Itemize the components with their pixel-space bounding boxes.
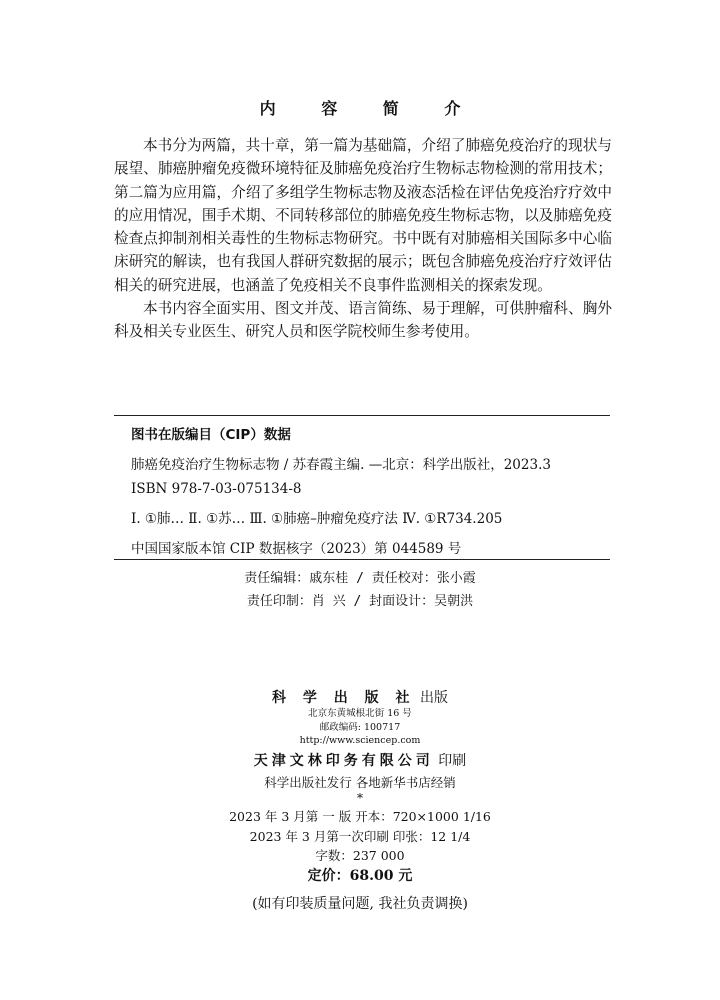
intro-paragraph-1: 本书分为两篇，共十章，第一篇为基础篇，介绍了肺癌免疫治疗的现状与展望、肺癌肿瘤免疫微环境特征及肺癌免疫治疗生物标志物检测的常用技术；第二篇为应用篇，介绍了多组学生物标志物及液态活检在评估免疫治疗疗效中的应用情况，围手术期、不同转移部位的肺癌免疫生物标志物，以及肺癌免疫检查点抑制剂相关毒性的生物标志物研究。书中既有对肺癌相关国际多中心临床研究的解读，也有我国人群研究数据的展示；既包含肺癌免疫治疗疗效评估相关的研究进展，也涵盖了免疫相关不良事件监测相关的探索发现。 [114, 137, 612, 294]
cip-top-rule [114, 415, 610, 416]
intro-section [114, 134, 612, 344]
cip-bottom-rule [114, 559, 610, 560]
publisher-line [0, 687, 720, 707]
cip-line-title: 肺癌免疫治疗生物标志物 / 苏春霞主编. —北京：科学出版社，2023.3 [131, 457, 551, 473]
cip-line-isbn: ISBN 978-7-03-075134-8 [131, 481, 302, 497]
separator-star: * [356, 790, 364, 805]
printer-name: 天津文林印务有限公司 [253, 753, 434, 769]
publisher-address: 北京东黄城根北街 16 号 [308, 708, 412, 719]
staff-line-printing: 责任印制：肖 兴 / 封面设计：吴朝洪 [246, 594, 474, 609]
edition-line-1: 2023 年 3 月第 一 版 开本：720×1000 1/16 [229, 809, 491, 824]
cip-heading: 图书在版编目（CIP）数据 [131, 427, 291, 443]
cip-line-classification: Ⅰ. ①肺… Ⅱ. ①苏… Ⅲ. ①肺癌–肿瘤免疫疗法 Ⅳ. ①R734.205 [131, 511, 503, 527]
price-line [0, 865, 720, 885]
distribution-line: 科学出版社发行 各地新华书店经销 [264, 775, 456, 790]
price-label: 定价： [307, 868, 350, 884]
page-title: 内 容 简 介 [259, 99, 481, 118]
quality-notice: (如有印装质量问题, 我社负责调换) [252, 896, 468, 912]
cip-block [131, 425, 611, 559]
staff-credits [0, 567, 720, 613]
publisher-postcode: 邮政编码: 100717 [319, 722, 401, 733]
cip-line-record: 中国国家版本馆 CIP 数据核字（2023）第 044589 号 [131, 541, 462, 557]
printer-suffix: 印刷 [433, 753, 467, 769]
publisher-url: http://www.sciencep.com [299, 735, 421, 746]
edition-line-2: 2023 年 3 月第一次印刷 印张：12 1/4 [249, 829, 471, 844]
word-count: 字数：237 000 [315, 848, 405, 863]
intro-paragraph-2: 本书内容全面实用、图文并茂、语言简练、易于理解，可供肿瘤科、胸外科及相关专业医生、研究人员和医学院校师生参考使用。 [114, 300, 612, 341]
staff-line-editors: 责任编辑：戚东桂 / 责任校对：张小霞 [244, 571, 476, 586]
publisher-suffix: 出版 [415, 690, 448, 706]
printer-line [0, 750, 720, 770]
publisher-name: 科 学 出 版 社 [272, 690, 416, 706]
price-value: 68.00 元 [349, 868, 413, 884]
